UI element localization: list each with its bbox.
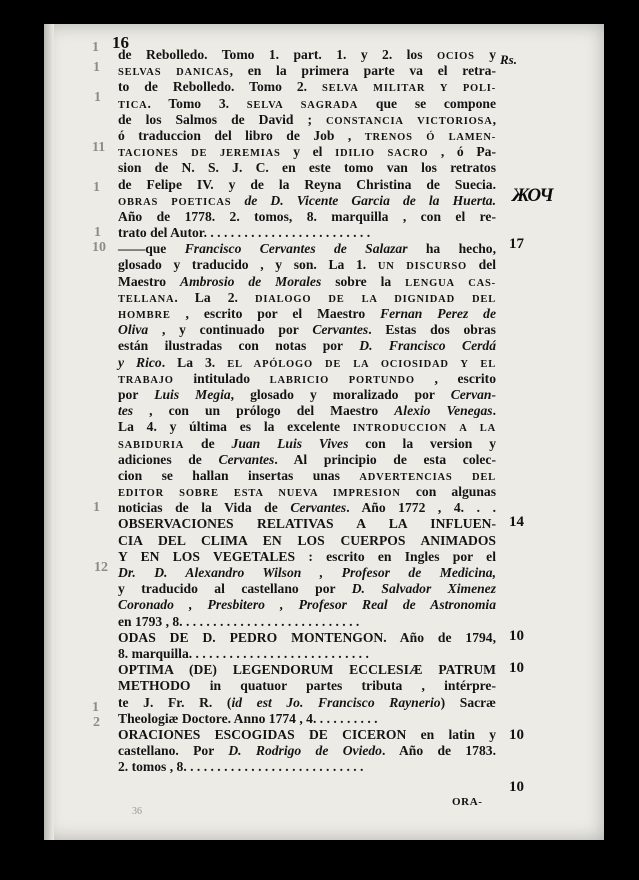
text-run: METHODO in quatuor partes tributa , intérpre-	[118, 678, 496, 694]
text-line	[118, 711, 496, 727]
text-run: DIALOGO DE LA DIGNIDAD DEL	[254, 293, 496, 305]
text-run: ADVERTENCIAS DEL	[359, 471, 496, 483]
faint-mark: 1	[92, 700, 99, 715]
text-run: de	[184, 435, 232, 451]
faint-mark: 1	[93, 180, 100, 195]
text-line	[118, 678, 496, 694]
text-run: sion de N. S. J. C. en este tomo van los retratos	[118, 160, 496, 176]
text-line	[118, 338, 496, 354]
text-run: que se compone	[358, 95, 496, 111]
text-run: TELLANA	[118, 293, 175, 305]
text-line	[118, 436, 496, 452]
text-line	[118, 630, 496, 646]
text-line	[118, 419, 496, 435]
ink-blot: ЖОЧ	[512, 185, 553, 206]
text-line	[118, 322, 496, 338]
text-run: de D. Vicente Garcia de la Huerta.	[231, 192, 496, 208]
text-run: en 1793 , 8. . . . . . . . . . . . . . . . . . . . . . . . . . .	[118, 613, 360, 629]
price-value: 10	[509, 660, 524, 676]
text-run: Fernan Perez de	[380, 306, 496, 321]
text-run: , en la primera parte va el retra-	[229, 63, 496, 79]
catchword: ORA-	[452, 796, 483, 808]
text-run: , ó Pa-	[428, 144, 496, 160]
text-run: , escrito	[414, 370, 496, 386]
faint-mark: 1	[93, 60, 100, 75]
text-run: .	[492, 403, 496, 419]
text-line	[118, 144, 496, 160]
text-run: ,	[492, 111, 496, 127]
text-run: Francisco Cervantes de Salazar	[184, 241, 408, 257]
text-line	[118, 646, 496, 662]
text-line	[118, 177, 496, 193]
text-line	[118, 452, 496, 468]
text-run: castellano. Por	[118, 743, 229, 759]
catalog-text	[118, 47, 496, 775]
text-run: Alexio Venegas	[394, 403, 493, 419]
text-line	[118, 355, 496, 371]
text-line	[118, 549, 496, 565]
margin-mark: Rs.	[500, 52, 517, 67]
faint-mark: 2	[93, 715, 100, 730]
price-value: 14	[509, 514, 524, 530]
text-run: ODAS DE D. PEDRO MONTENGON. Año de 1794,	[118, 629, 496, 645]
text-run: . La 3.	[161, 354, 228, 370]
price-value: 10	[509, 779, 524, 795]
text-run: . Año 1772 , 4. . .	[346, 500, 497, 516]
text-run: TRENOS Ó LAMEN-	[364, 131, 496, 143]
text-run: noticias de la Vida de	[118, 500, 291, 516]
text-run: ORACIONES ESCOGIDAS DE CICERON en latin y	[118, 726, 496, 742]
price-value: 10	[509, 727, 524, 743]
text-run: CONSTANCIA VICTORIOSA	[326, 115, 493, 127]
text-run: Maestro	[118, 273, 181, 289]
text-line	[118, 209, 496, 225]
text-line	[118, 128, 496, 144]
text-run: to de Rebolledo. Tomo 2.	[118, 79, 323, 95]
text-run: SELVA SAGRADA	[246, 99, 359, 111]
text-run: Y EN LOS VEGETALES : escrito en Ingles por el	[118, 548, 496, 564]
text-run: EL APÓLOGO DE LA OCIOSIDAD Y EL	[227, 358, 496, 370]
text-run: ó traduccion del libro de Job ,	[118, 127, 365, 143]
text-run: Dr. D. Alexandro Wilson , Profesor de Medicina,	[118, 565, 496, 580]
price-value: 17	[509, 236, 524, 252]
text-line	[118, 257, 496, 273]
text-line	[118, 597, 496, 613]
text-line	[118, 112, 496, 128]
text-run: LENGUA CAS-	[405, 277, 496, 289]
text-line	[118, 387, 496, 403]
text-run: D. Salvador Ximenez	[351, 581, 497, 597]
text-run: . Año de 1783.	[381, 743, 496, 759]
text-run: Coronado , Presbitero , Profesor Real de Astronomia	[118, 597, 496, 613]
text-line	[118, 79, 496, 95]
text-line	[118, 160, 496, 176]
text-run: 8. marquilla. . . . . . . . . . . . . . . . . . . . . . . . . . .	[118, 645, 369, 661]
text-run: Oliva	[118, 322, 149, 338]
text-run: SELVAS DANICAS	[118, 67, 230, 79]
page-gutter-shadow	[44, 24, 54, 840]
text-line	[118, 581, 496, 597]
text-run: CIA DEL CLIMA EN LOS CUERPOS ANIMADOS	[118, 532, 496, 548]
price-value: 10	[509, 628, 524, 644]
text-line	[118, 290, 496, 306]
text-line	[118, 193, 496, 209]
text-line	[118, 241, 496, 257]
text-run: del	[466, 257, 496, 273]
faint-mark: 12	[94, 560, 108, 575]
text-run: ) Sacræ	[440, 694, 496, 710]
text-run: Ambrosio de Morales	[180, 273, 322, 289]
text-line	[118, 63, 496, 79]
text-run: y Rico	[118, 354, 162, 370]
text-run: UN DISCURSO	[377, 261, 467, 273]
text-run: OPTIMA (DE) LEGENDORUM ECCLESIÆ PATRUM	[118, 662, 496, 678]
text-run: , con un prólogo del Maestro	[133, 403, 395, 419]
faint-mark: 1	[92, 40, 99, 55]
text-line	[118, 614, 496, 630]
text-run: Juan Luis Vives	[231, 435, 349, 451]
text-line	[118, 403, 496, 419]
text-line	[118, 371, 496, 387]
text-run: de Felipe IV. y de la Reyna Christina de Suecia.	[118, 176, 496, 192]
text-run: ha hecho,	[407, 241, 496, 257]
text-run: TICA	[118, 99, 148, 111]
faint-mark: 1	[94, 90, 101, 105]
text-run: de los Salmos de David ;	[118, 111, 326, 127]
text-run: adiciones de	[118, 451, 219, 467]
text-line	[118, 759, 496, 775]
text-line	[118, 695, 496, 711]
text-run: EDITOR SOBRE ESTA NUEVA IMPRESION	[118, 488, 401, 500]
text-run: OBSERVACIONES RELATIVAS A LA INFLUEN-	[118, 516, 496, 532]
text-run: HOMBRE	[118, 310, 171, 321]
text-run: cion se hallan insertas unas	[118, 467, 360, 483]
text-run: OCIOS	[436, 51, 475, 62]
text-line	[118, 274, 496, 290]
text-run: y traducido al castellano por	[118, 581, 352, 597]
text-run: Cervantes	[312, 322, 369, 338]
text-run: tes	[118, 403, 134, 419]
text-run: . La 2.	[174, 289, 255, 305]
text-run: Cervantes	[218, 451, 275, 467]
text-run: con la version y	[348, 435, 496, 451]
text-line	[118, 662, 496, 678]
text-line	[118, 306, 496, 322]
text-line	[118, 565, 496, 581]
text-line	[118, 225, 496, 241]
faint-mark: 10	[92, 240, 106, 255]
text-run: y el	[280, 144, 336, 160]
faint-mark: 11	[92, 140, 106, 155]
text-run: . Tomo 3.	[147, 95, 247, 111]
faint-mark: 1	[93, 500, 100, 515]
text-run: D. Rodrigo de Oviedo	[228, 743, 382, 759]
text-run: TACIONES DE JEREMIAS	[118, 148, 281, 160]
text-run: LABRICIO PORTUNDO	[269, 374, 415, 386]
page-number: 16	[112, 33, 129, 52]
text-run: id est Jo. Francisco Raynerio	[231, 694, 441, 710]
text-run: , glosado y moralizado por	[230, 386, 451, 402]
text-run: por	[118, 386, 155, 402]
text-run: trato del Autor. . . . . . . . . . . . . . . . . . . . . . . . .	[118, 225, 371, 241]
faint-mark: 1	[94, 225, 101, 240]
text-run: IDILIO SACRO	[335, 148, 429, 160]
text-run: Cervan-	[450, 386, 496, 402]
text-run: Cervantes	[290, 500, 347, 516]
text-line	[118, 96, 496, 112]
text-line	[118, 727, 496, 743]
text-line	[118, 47, 496, 63]
text-run: Año de 1778. 2. tomos, 8. marquilla , con el re-	[118, 208, 496, 224]
text-run: 2. tomos , 8. . . . . . . . . . . . . . . . . . . . . . . . . . .	[118, 759, 364, 775]
text-run: , y continuado por	[148, 322, 313, 338]
text-run: . Al principio de esta colec-	[274, 451, 496, 467]
text-run: con algunas	[400, 484, 496, 500]
text-run: de Rebolledo. Tomo 1. part. 1. y 2. los	[118, 47, 437, 62]
text-run: OBRAS POETICAS	[118, 196, 232, 208]
text-run: D. Francisco Cerdá	[359, 338, 496, 354]
text-run: ——que	[118, 241, 185, 257]
text-run: sobre la	[321, 273, 406, 289]
text-run: Theologiæ Doctore. Anno 1774 , 4. . . . . . . . . .	[118, 710, 378, 726]
text-line	[118, 533, 496, 549]
text-run: intitulado	[173, 370, 270, 386]
text-run: glosado y traducido , y son. La 1.	[118, 257, 378, 273]
text-line	[118, 468, 496, 484]
text-line	[118, 484, 496, 500]
text-run: están ilustradas con notas por	[118, 338, 360, 354]
library-stamp: 36	[132, 806, 142, 817]
text-run: , escrito por el Maestro	[170, 306, 381, 321]
text-run: te J. Fr. R. (	[118, 694, 232, 710]
text-run: SELVA MILITAR Y POLI-	[322, 83, 496, 95]
text-line	[118, 500, 496, 516]
text-run: La 4. y última es la excelente	[118, 419, 353, 435]
text-run: Luis Megia	[154, 386, 231, 402]
text-run: INTRODUCCION A LA	[352, 423, 496, 435]
text-run: SABIDURIA	[118, 439, 185, 451]
text-run: TRABAJO	[118, 374, 174, 386]
text-run: y	[474, 47, 496, 62]
text-line	[118, 743, 496, 759]
text-line	[118, 516, 496, 532]
text-run: . Estas dos obras	[368, 322, 496, 338]
